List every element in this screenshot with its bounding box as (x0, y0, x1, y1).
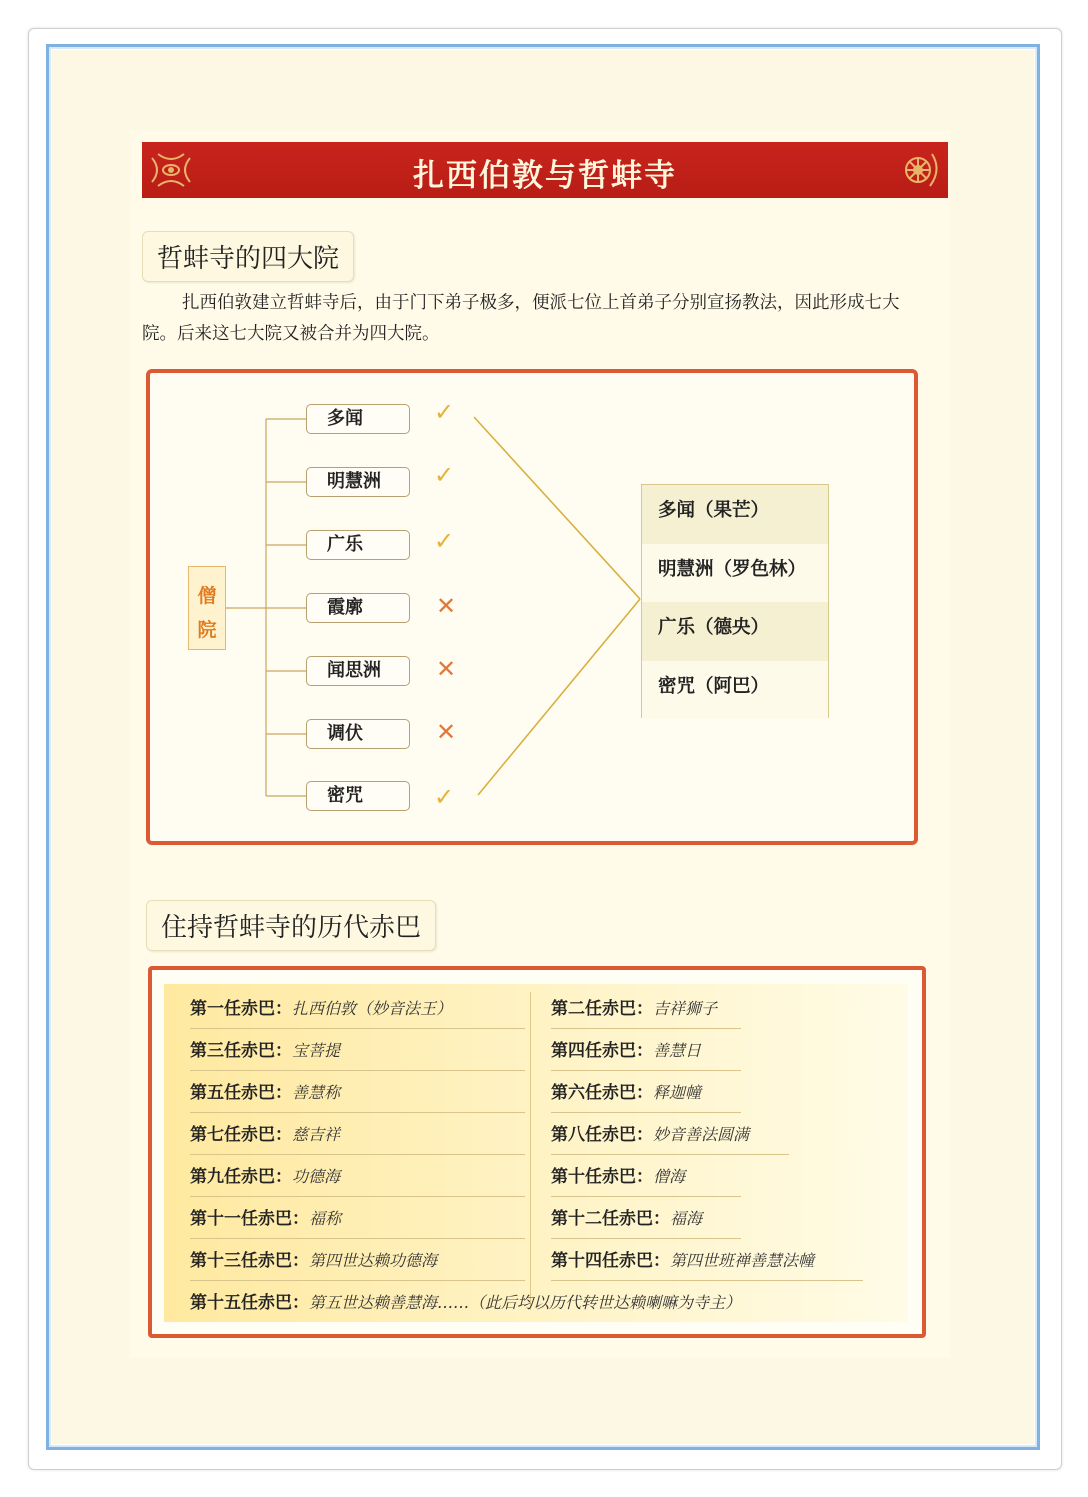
title-banner (142, 142, 948, 198)
intro-paragraph: 扎西伯敦建立哲蚌寺后，由于门下弟子极多，便派七位上首弟子分别宣扬教法，因此形成七大院。后来这七大院又被合并为四大院。 (142, 293, 900, 344)
abbot-name: 妙音善法圆满 (653, 1125, 750, 1144)
abbot-name: 第五世达赖善慧海……（此后均以历代转世达赖喇嘛为寺主） (309, 1293, 742, 1312)
abbot-item (190, 1202, 525, 1239)
abbot-name: 宝菩提 (292, 1041, 341, 1060)
college-box: 霞廓 (306, 593, 410, 623)
college-box: 密咒 (306, 781, 410, 811)
abbot-name: 善慧称 (292, 1083, 341, 1102)
abbot-ordinal: 第十二任赤巴： (551, 1209, 670, 1229)
abbot-item (551, 1076, 741, 1113)
abbot-name: 福海 (670, 1209, 703, 1228)
abbot-item (190, 1160, 525, 1197)
abbot-ordinal: 第七任赤巴： (190, 1125, 292, 1145)
abbot-name: 福称 (309, 1209, 342, 1228)
merged-college-item: 明慧洲（罗色林） (642, 544, 828, 603)
check-mark-icon: ✓ (434, 398, 455, 426)
abbot-ordinal: 第十五任赤巴： (190, 1293, 309, 1313)
abbot-item (190, 1286, 890, 1322)
cross-mark-icon: ✕ (436, 592, 457, 620)
abbot-ordinal: 第二任赤巴： (551, 999, 653, 1019)
check-mark-icon: ✓ (434, 783, 455, 811)
abbot-ordinal: 第八任赤巴： (551, 1125, 653, 1145)
list-column-divider (530, 992, 531, 1310)
check-mark-icon: ✓ (434, 461, 455, 489)
abbot-item (551, 1244, 863, 1281)
abbot-item (551, 1160, 741, 1197)
root-sangha-college: 僧院 (188, 566, 226, 650)
check-mark-icon: ✓ (434, 527, 455, 555)
abbot-item (190, 1034, 525, 1071)
abbot-ordinal: 第五任赤巴： (190, 1083, 292, 1103)
merged-college-item: 密咒（阿巴） (642, 661, 828, 720)
abbot-ordinal: 第六任赤巴： (551, 1083, 653, 1103)
college-box: 广乐 (306, 530, 410, 560)
dharma-wheel-ornament-icon (896, 148, 942, 192)
abbot-name: 功德海 (292, 1167, 341, 1186)
abbot-item (551, 1202, 741, 1239)
merged-college-item: 多闻（果芒） (642, 485, 828, 544)
abbot-name: 吉祥狮子 (653, 999, 718, 1018)
college-box: 闻思洲 (306, 656, 410, 686)
abbot-ordinal: 第十一任赤巴： (190, 1209, 309, 1229)
abbot-ordinal: 第十四任赤巴： (551, 1251, 670, 1271)
abbot-name: 第四世班禅善慧法幢 (670, 1251, 815, 1270)
merged-college-item: 广乐（德央） (642, 602, 828, 661)
abbot-ordinal: 第十任赤巴： (551, 1167, 653, 1187)
abbot-ordinal: 第九任赤巴： (190, 1167, 292, 1187)
abbot-item (551, 992, 741, 1029)
abbot-item (190, 1118, 525, 1155)
college-box: 多闻 (306, 404, 410, 434)
merged-colleges-box (641, 484, 829, 718)
abbot-item (190, 1076, 525, 1113)
abbot-ordinal: 第四任赤巴： (551, 1041, 653, 1061)
abbot-item (190, 992, 525, 1029)
abbot-item (190, 1244, 525, 1281)
college-box: 调伏 (306, 719, 410, 749)
abbot-ordinal: 第三任赤巴： (190, 1041, 292, 1061)
abbot-ordinal: 第十三任赤巴： (190, 1251, 309, 1271)
cross-mark-icon: ✕ (436, 718, 457, 746)
abbot-name: 善慧日 (653, 1041, 702, 1060)
abbot-item (551, 1034, 741, 1071)
section-heading-four-colleges: 哲蚌寺的四大院 (142, 231, 354, 282)
cross-mark-icon: ✕ (436, 655, 457, 683)
abbot-name: 慈吉祥 (292, 1125, 341, 1144)
abbot-item (551, 1118, 789, 1155)
college-box: 明慧洲 (306, 467, 410, 497)
section-heading-abbots: 住持哲蚌寺的历代赤巴 (146, 900, 436, 951)
abbot-ordinal: 第一任赤巴： (190, 999, 292, 1019)
abbot-name: 扎西伯敦（妙音法王） (292, 999, 453, 1018)
abbot-name: 释迦幢 (653, 1083, 702, 1102)
page-title: 扎西伯敦与哲蚌寺 (413, 158, 677, 194)
abbot-name: 第四世达赖功德海 (309, 1251, 438, 1270)
abbot-name: 僧海 (653, 1167, 686, 1186)
